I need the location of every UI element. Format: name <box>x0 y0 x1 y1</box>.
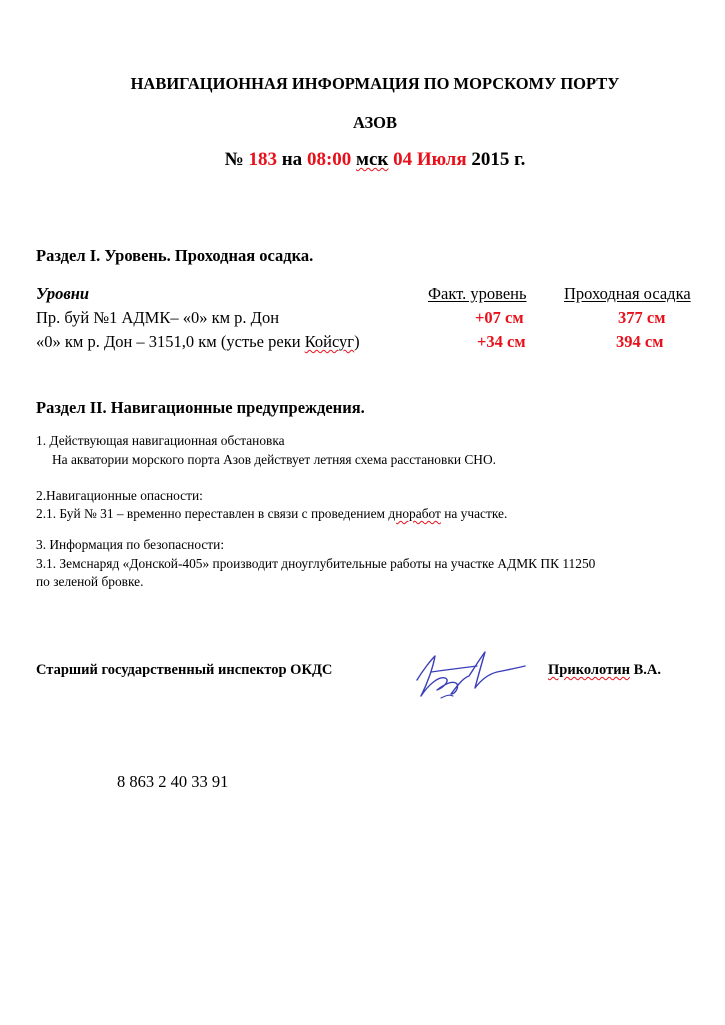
warning2-text-part: дноработ <box>388 506 441 521</box>
warning2-text-part: на участке. <box>440 506 508 521</box>
inspector-surname: Приколотин <box>548 662 630 678</box>
warning2-text <box>36 506 507 522</box>
level-row-name-text: «0» км р. Дон – 3151,0 км (устье реки <box>36 332 305 351</box>
bulletin-number-line <box>0 149 725 171</box>
warning2-heading: 2.Навигационные опасности: <box>36 488 203 503</box>
level-row-fact-value: +07 см <box>475 308 524 327</box>
level-row-name-text: Пр. буй №1 АДМК– «0» км р. Дон <box>36 308 280 327</box>
level-row-fact-value: +34 см <box>477 332 526 351</box>
bulletin-time: 08:00 <box>306 149 352 170</box>
warning2-text-part: 2.1. Буй № 31 – временно переставлен в связи с проведением <box>36 506 389 521</box>
warning3-text-line2: по зеленой бровке. <box>36 574 144 589</box>
level-row-draft-value: 394 см <box>616 332 664 351</box>
level-row-name-river: Койсуг <box>304 332 355 351</box>
inspector-title: Старший государственный инспектор ОКДС <box>36 662 333 678</box>
level-row-draft-value: 377 см <box>618 308 666 327</box>
handwritten-signature <box>405 640 530 710</box>
fact-level-column-header: Факт. уровень <box>428 284 527 303</box>
port-name: АЗОВ <box>352 113 398 132</box>
passage-draft-column-header: Проходная осадка <box>564 284 691 303</box>
section2-title: Раздел II. Навигационные предупреждения. <box>36 398 365 417</box>
contact-phone: 8 863 2 40 33 91 <box>117 772 229 791</box>
levels-column-header: Уровни <box>36 284 90 303</box>
inspector-name <box>548 662 661 679</box>
level-row-name <box>36 332 360 352</box>
bulletin-year: 2015 г. <box>471 149 526 170</box>
bulletin-date: 04 Июля <box>393 149 467 170</box>
warning1-heading: 1. Действующая навигационная обстановка <box>36 433 285 448</box>
warning3-heading: 3. Информация по безопасности: <box>36 537 225 552</box>
at-word: на <box>281 149 303 170</box>
warning3-text-line1: 3.1. Земснаряд «Донской-405» производит дноуглубительные работы на участке АДМК ПК 11250 <box>36 556 596 571</box>
level-row-name-text: ) <box>354 332 360 351</box>
document-title: НАВИГАЦИОННАЯ ИНФОРМАЦИЯ ПО МОРСКОМУ ПОРТУ <box>130 74 620 93</box>
section1-title: Раздел I. Уровень. Проходная осадка. <box>36 246 314 265</box>
level-row-name <box>36 308 279 328</box>
bulletin-number: 183 <box>248 149 277 170</box>
timezone: мск <box>356 149 389 170</box>
number-prefix: № <box>224 149 244 170</box>
inspector-initials: В.А. <box>629 662 661 678</box>
warning1-text: На акватории морского порта Азов действует летняя схема расстановки СНО. <box>52 452 496 467</box>
